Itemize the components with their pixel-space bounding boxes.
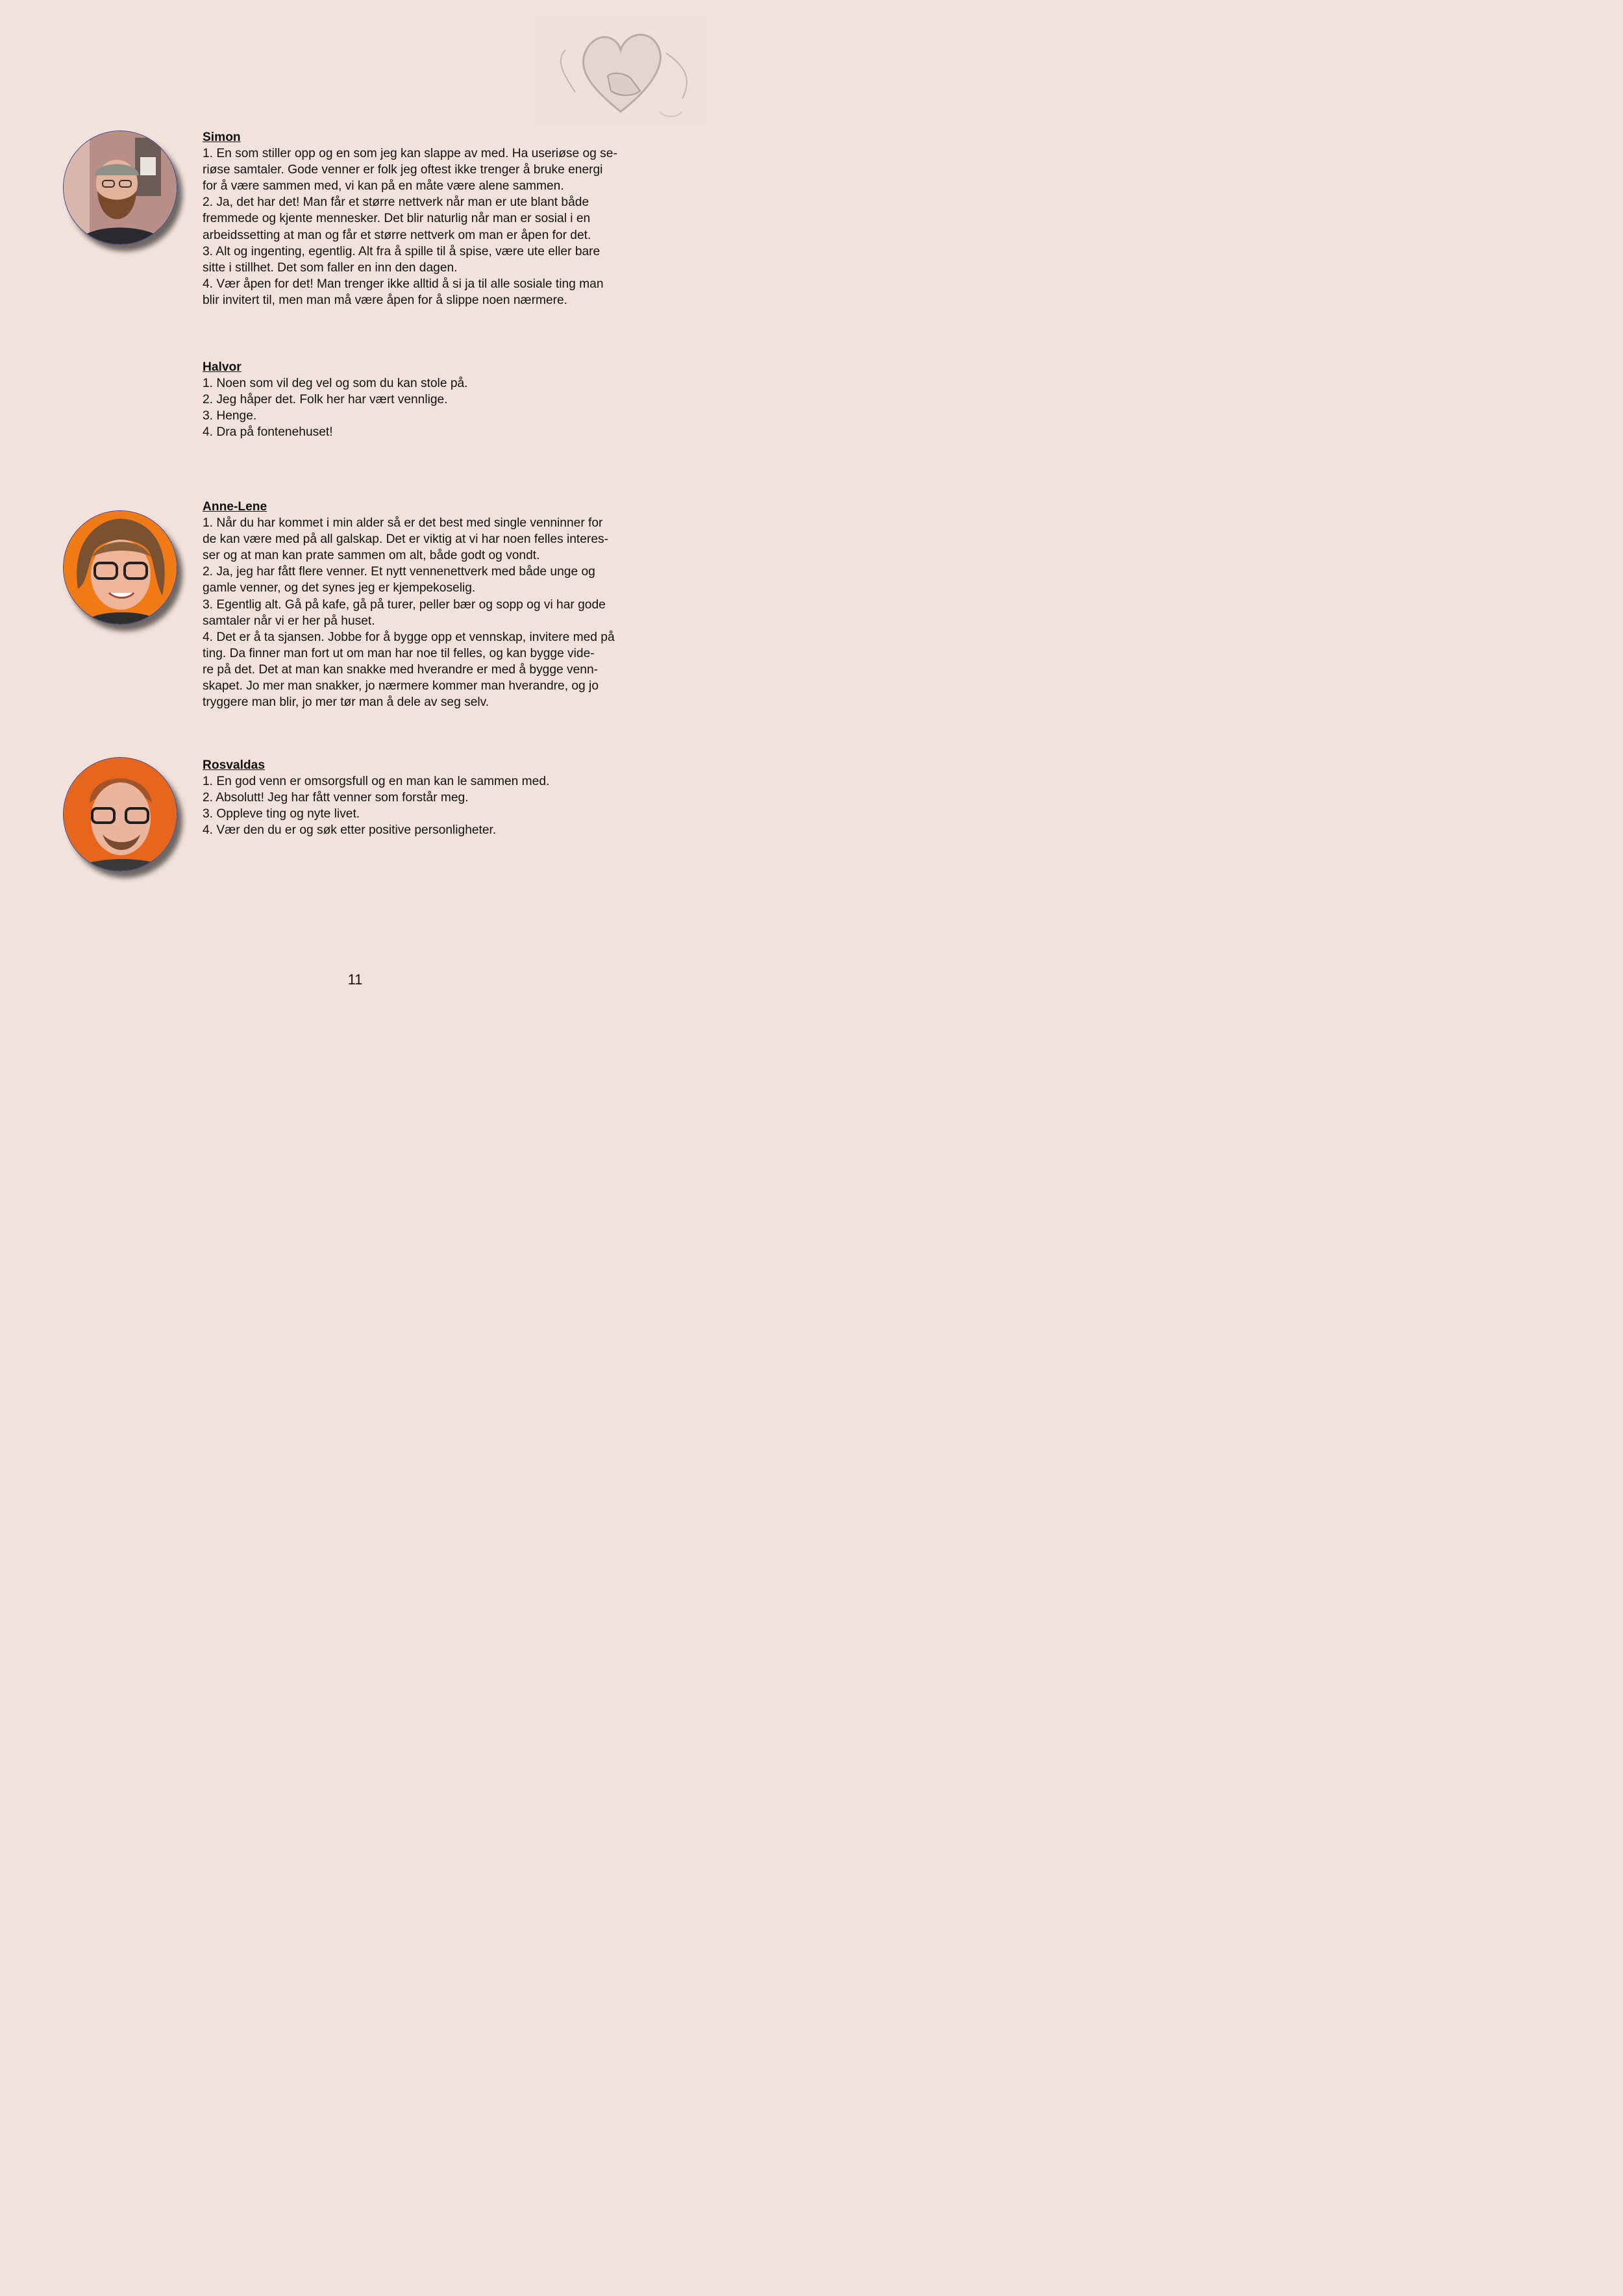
avatar-rosvaldas — [63, 757, 177, 871]
person-name: Halvor — [203, 360, 242, 374]
answer-line: 1. Når du har kommet i min alder så er det best med single venninner for — [203, 516, 603, 530]
answer-line: 3. Egentlig alt. Gå på kafe, gå på turer, peller bær og sopp og vi har gode — [203, 597, 606, 612]
answer-line: 2. Absolutt! Jeg har fått venner som forstår meg. — [203, 791, 469, 805]
answer-line: arbeidssetting at man og får et større nettverk om man er åpen for det. — [203, 228, 591, 242]
answer-line: fremmede og kjente mennesker. Det blir naturlig når man er sosial i en — [203, 212, 591, 226]
answer-line: 1. En god venn er omsorgsfull og en man kan le sammen med. — [203, 775, 550, 789]
answer-line: re på det. Det at man kan snakke med hverandre er med å bygge venn- — [203, 662, 599, 677]
section-rosvaldas — [203, 757, 650, 838]
answer-line: 2. Ja, det har det! Man får et større nettverk når man er ute blant både — [203, 195, 589, 210]
answer-line: 3. Alt og ingenting, egentlig. Alt fra å spille til å spise, være ute eller bare — [203, 244, 601, 258]
answer-line: 3. Oppleve ting og nyte livet. — [203, 807, 360, 821]
answer-line: gamle venner, og det synes jeg er kjempekoselig. — [203, 581, 476, 595]
answer-line: 4. Dra på fontenehuset! — [203, 425, 333, 440]
page-number: 11 — [347, 971, 363, 988]
avatar-anne-lene — [63, 510, 177, 625]
answer-line: tryggere man blir, jo mer tør man å dele av seg selv. — [203, 695, 489, 710]
answer-line: 2. Ja, jeg har fått flere venner. Et nytt vennenettverk med både unge og — [203, 565, 595, 579]
answer-line: 3. Henge. — [203, 409, 257, 423]
answer-line: 1. En som stiller opp og en som jeg kan slappe av med. Ha useriøse og se- — [203, 147, 617, 161]
answer-line: sitte i stillhet. Det som faller en inn den dagen. — [203, 260, 458, 275]
avatar-simon — [63, 131, 177, 245]
section-anne-lene — [203, 499, 650, 710]
heart-hand-watermark — [536, 14, 706, 126]
answer-line: de kan være med på all galskap. Det er viktig at vi har noen felles interes- — [203, 532, 608, 547]
answer-line: ting. Da finner man fort ut om man har noe til felles, og kan bygge vide- — [203, 646, 595, 660]
answer-line: blir invitert til, men man må være åpen for å slippe noen nærmere. — [203, 293, 568, 307]
section-simon — [203, 129, 650, 308]
answer-line: 2. Jeg håper det. Folk her har vært vennlige. — [203, 393, 448, 407]
person-name: Rosvaldas — [203, 758, 265, 772]
answer-line: ser og at man kan prate sammen om alt, både godt og vondt. — [203, 549, 540, 563]
answer-line: for å være sammen med, vi kan på en måte være alene sammen. — [203, 179, 564, 193]
answer-line: 4. Vær den du er og søk etter positive personligheter. — [203, 823, 497, 838]
answer-line: skapet. Jo mer man snakker, jo nærmere kommer man hverandre, og jo — [203, 679, 599, 693]
answer-line: 1. Noen som vil deg vel og som du kan stole på. — [203, 377, 468, 391]
answer-line: 4. Det er å ta sjansen. Jobbe for å bygge opp et vennskap, invitere med på — [203, 630, 615, 644]
section-halvor — [203, 359, 650, 440]
person-name: Simon — [203, 131, 241, 144]
answer-line: riøse samtaler. Gode venner er folk jeg oftest ikke trenger å bruke energi — [203, 163, 603, 177]
person-name: Anne-Lene — [203, 500, 267, 514]
answer-line: 4. Vær åpen for det! Man trenger ikke alltid å si ja til alle sosiale ting man — [203, 277, 604, 291]
answer-line: samtaler når vi er her på huset. — [203, 614, 375, 628]
